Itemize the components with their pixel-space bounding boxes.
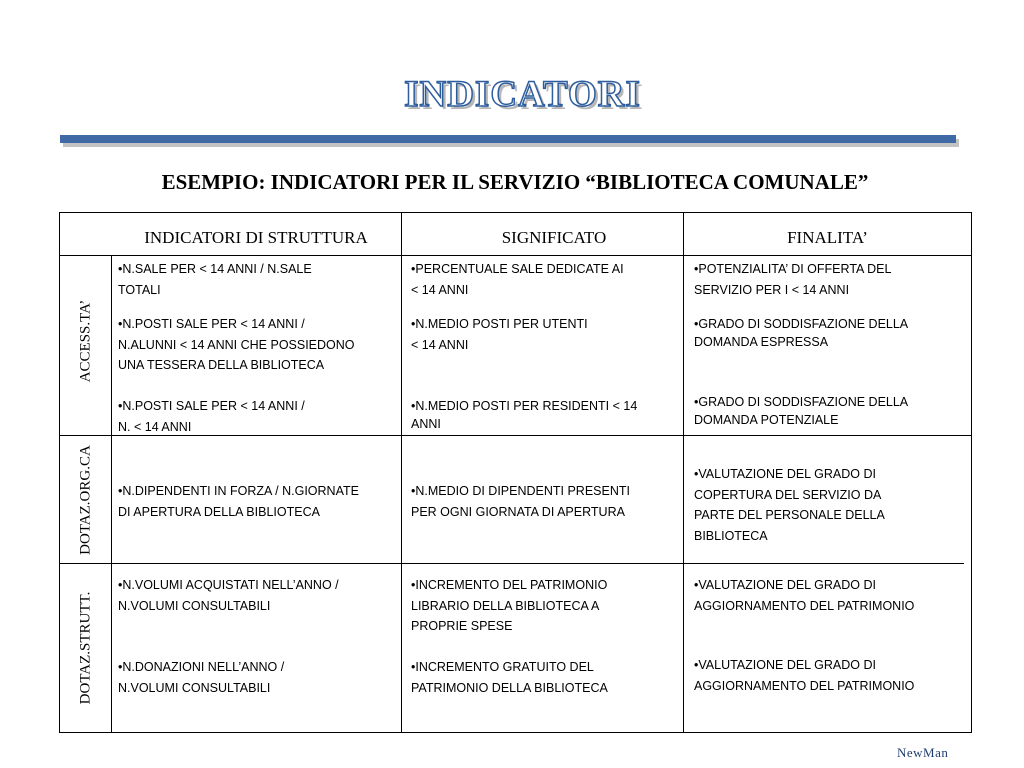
cell-access-2-meaning: •N.MEDIO POSTI PER UTENTI < 14 ANNI (411, 317, 588, 352)
label-column-divider (111, 255, 112, 733)
cell-strut-2-purpose: •VALUTAZIONE DEL GRADO DI AGGIORNAMENTO DEL PATRIMONIO (694, 658, 915, 693)
cell-access-3-indicator: •N.POSTI SALE PER < 14 ANNI / N. < 14 ANNI (118, 399, 305, 434)
cell-access-2-indicator: •N.POSTI SALE PER < 14 ANNI / N.ALUNNI < 14 ANNI CHE POSSIEDONO UNA TESSERA DELLA BIBLIOTECA (118, 317, 355, 372)
header-purpose: FINALITA’ (787, 228, 868, 247)
section-label-access: ACCESS.TA’ (77, 299, 94, 383)
section-label-strut: DOTAZ.STRUTT. (77, 591, 94, 705)
structure-column-divider (401, 212, 402, 733)
cell-strut-2-indicator: •N.DONAZIONI NELL’ANNO / N.VOLUMI CONSULTABILI (118, 660, 285, 695)
cell-org-1-meaning: •N.MEDIO DI DIPENDENTI PRESENTI PER OGNI GIORNATA DI APERTURA (411, 484, 630, 519)
cell-org-1-indicator: •N.DIPENDENTI IN FORZA / N.GIORNATE DI APERTURA DELLA BIBLIOTECA (118, 484, 359, 519)
cell-access-2-purpose: •GRADO DI SODDISFAZIONE DELLA DOMANDA ESPRESSA (694, 317, 909, 349)
slide-subtitle: ESEMPIO: INDICATORI PER IL SERVIZIO “BIBLIOTECA COMUNALE” (161, 170, 869, 194)
header-structure: INDICATORI DI STRUTTURA (144, 228, 368, 247)
cell-strut-1-meaning: •INCREMENTO DEL PATRIMONIO LIBRARIO DELLA BIBLIOTECA A PROPRIE SPESE (411, 578, 608, 633)
slide-title: INDICATORI (404, 74, 641, 115)
cell-access-1-indicator: •N.SALE PER < 14 ANNI / N.SALE TOTALI (118, 262, 312, 297)
cell-access-3-meaning: •N.MEDIO POSTI PER RESIDENTI < 14 ANNI (411, 399, 638, 431)
cell-access-3-purpose: •GRADO DI SODDISFAZIONE DELLA DOMANDA POTENZIALE (694, 395, 909, 427)
cell-strut-2-meaning: •INCREMENTO GRATUITO DEL PATRIMONIO DELLA BIBLIOTECA (411, 660, 608, 695)
cell-strut-1-indicator: •N.VOLUMI ACQUISTATI NELL’ANNO / N.VOLUMI CONSULTABILI (118, 578, 339, 613)
header-divider (59, 255, 972, 256)
title-bar (60, 135, 956, 143)
cell-access-1-purpose: •POTENZIALITA’ DI OFFERTA DEL SERVIZIO PER I < 14 ANNI (694, 262, 892, 297)
header-meaning: SIGNIFICATO (501, 228, 607, 247)
meaning-column-divider (683, 212, 684, 733)
cell-strut-1-purpose: •VALUTAZIONE DEL GRADO DI AGGIORNAMENTO DEL PATRIMONIO (694, 578, 915, 613)
section-label-org: DOTAZ.ORG.CA (77, 445, 94, 555)
section-divider-org (59, 563, 964, 564)
cell-access-1-meaning: •PERCENTUALE SALE DEDICATE AI < 14 ANNI (411, 262, 624, 297)
footer-brand: NewMan (897, 745, 949, 760)
cell-org-1-purpose: •VALUTAZIONE DEL GRADO DI COPERTURA DEL SERVIZIO DA PARTE DEL PERSONALE DELLA BIBLIOTECA (694, 467, 885, 543)
